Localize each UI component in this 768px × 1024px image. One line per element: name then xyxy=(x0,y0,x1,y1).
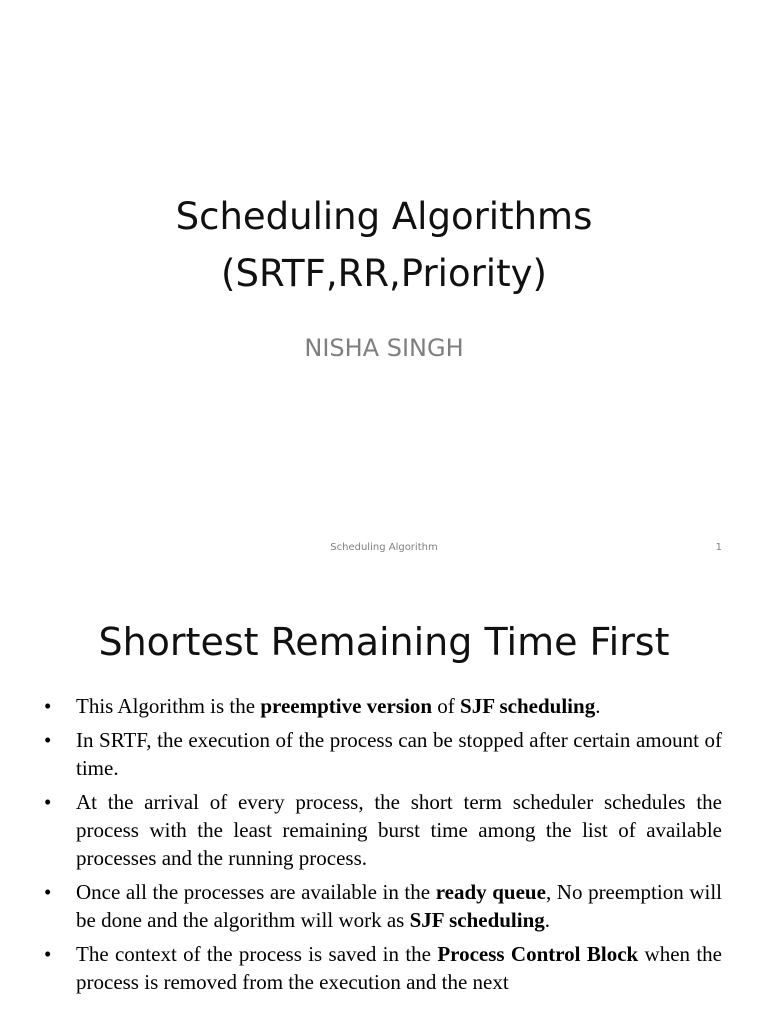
author-name: NISHA SINGH xyxy=(304,334,464,362)
bullet-item xyxy=(0,726,768,782)
bullet-item xyxy=(0,940,768,996)
bullet-item xyxy=(0,878,768,934)
page-number: 1 xyxy=(715,542,722,553)
bullet-text: of xyxy=(432,694,461,718)
bullet-dot-icon: • xyxy=(44,880,52,904)
bullet-text: when the process is removed from the execution and the next xyxy=(76,942,722,994)
bullet-text: Once all the processes are available in the xyxy=(76,880,436,904)
bullet-dot-icon: • xyxy=(44,790,52,814)
bullet-bold-text: SJF scheduling xyxy=(409,908,545,932)
bullet-bold-text: Process Control Block xyxy=(437,942,639,966)
bullet-list xyxy=(0,692,768,1002)
bullet-dot-icon: • xyxy=(44,728,52,752)
bullet-text: In SRTF, the execution of the process can be stopped after certain amount of time. xyxy=(76,728,722,780)
slide-title xyxy=(0,188,768,302)
bullet-text: At the arrival of every process, the short term scheduler schedules the process with the least remaining burst time among the list of available processes and the running process. xyxy=(76,790,722,870)
bullet-dot-icon: • xyxy=(44,694,52,718)
bullet-text: This Algorithm is the xyxy=(76,694,261,718)
bullet-bold-text: SJF scheduling xyxy=(460,694,596,718)
bullet-text: , No preemption will be done and the algorithm will work as xyxy=(76,880,722,932)
bullet-text: The context of the process is saved in the xyxy=(76,942,438,966)
title-line-2: (SRTF,RR,Priority) xyxy=(221,252,547,295)
bullet-bold-text: ready queue xyxy=(435,880,546,904)
bullet-item xyxy=(0,788,768,872)
content-slide xyxy=(0,576,768,1024)
bullet-text: . xyxy=(544,908,551,932)
bullet-text: . xyxy=(595,694,601,718)
bullet-bold-text: preemptive version xyxy=(260,694,433,718)
slide-footer: Scheduling Algorithm xyxy=(330,542,438,553)
bullet-dot-icon: • xyxy=(44,942,52,966)
slide-heading: Shortest Remaining Time First xyxy=(98,620,670,664)
bullet-item xyxy=(0,692,768,720)
title-line-1: Scheduling Algorithms xyxy=(175,195,593,238)
